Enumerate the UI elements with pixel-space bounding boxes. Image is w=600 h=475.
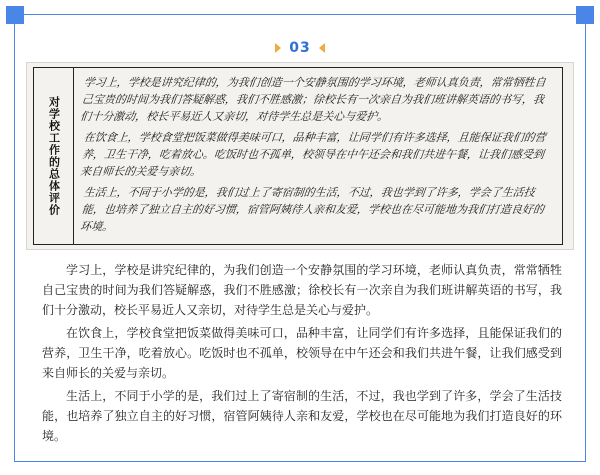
section-number: 03 — [289, 40, 311, 56]
body-paragraph: 生活上，不同于小学的是，我们过上了寄宿制的生活，不过，我也学到了许多，学会了生活技能，也培养了独立自主的好习惯，宿管阿姨待人亲和友爱，学校也在尽可能地为我们打造良好的环境。 — [42, 389, 562, 443]
corner-decoration-top-right — [576, 6, 594, 24]
handwritten-paragraph: 生活上，不同于小学的是，我们过上了寄宿制的生活，不过，我也学到了许多，学会了生活技能，也培养了独立自主的好习惯，宿管阿姨待人亲和友爱，学校也在尽可能地为我们打造良好的环境。 — [79, 186, 545, 233]
arrow-left-icon — [319, 43, 325, 53]
evaluation-table — [33, 67, 563, 245]
arrow-right-icon — [275, 43, 281, 53]
handwritten-paragraph: 在饮食上，学校食堂把饭菜做得美味可口，品种丰富，让同学们有许多选择，且能保证我们的营养，卫生干净，吃着放心。吃饭时也不孤单，校领导在中午还会和我们共进午餐，让我们感受到来自师长的关爱与亲切。 — [79, 131, 547, 178]
body-paragraph: 学习上，学校是讲究纪律的，为我们创造一个安静氛围的学习环境，老师认真负责，常常牺牲自己宝贵的时间为我们答疑解惑，我们不胜感激；徐校长有一次亲自为我们班讲解英语的书写，我们十分激动，校长平易近人又亲切，对待学生总是关心与爱护。 — [42, 263, 562, 317]
handwritten-paragraph: 学习上，学校是讲究纪律的，为我们创造一个安静氛围的学习环境，老师认真负责，常常牺牲自己宝贵的时间为我们答疑解惑，我们不胜感激；徐校长有一次亲自为我们班讲解英语的书写，我们十分激动，校长平易近人又亲切，对待学生总是关心与爱护。 — [79, 76, 547, 123]
handwritten-text-cell — [74, 68, 562, 244]
corner-decoration-top-left — [6, 6, 24, 24]
evaluation-label: 对学校工作的总体评价 — [47, 96, 61, 216]
section-header — [0, 38, 600, 58]
handwritten-scan-image — [26, 62, 574, 250]
body-paragraph: 在饮食上，学校食堂把饭菜做得美味可口，品种丰富，让同学们有许多选择，且能保证我们的营养，卫生干净，吃着放心。吃饭时也不孤单，校领导在中午还会和我们共进午餐，让我们感受到来自师长的关爱与亲切。 — [42, 326, 562, 380]
evaluation-label-cell — [34, 68, 74, 244]
transcription-text — [42, 260, 562, 449]
